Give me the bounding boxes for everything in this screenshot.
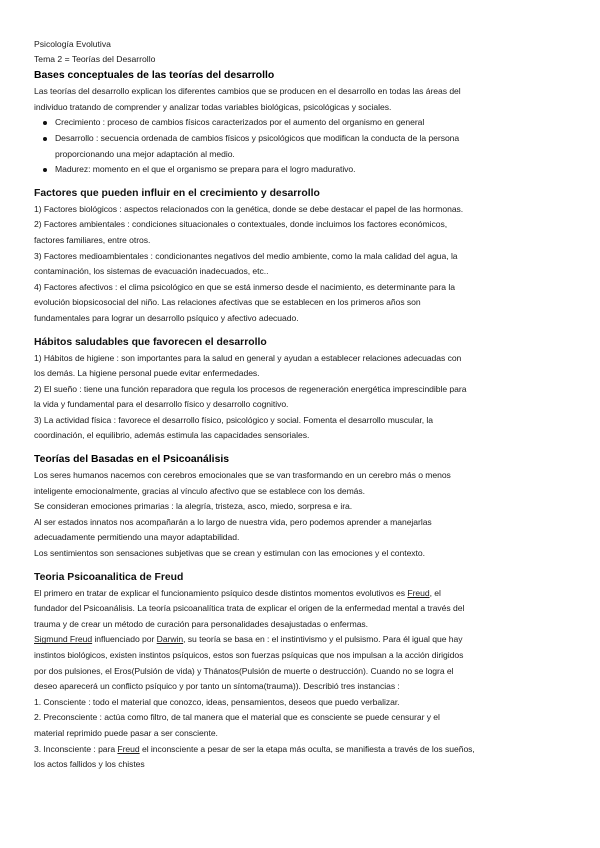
paragraph-line: El primero en tratar de explicar el funcionamiento psíquico desde distintos momentos evolutivos es Freud, el	[34, 587, 441, 598]
paragraph-line: evolución biopsicosocial del niño. Las relaciones afectivas que se establecen en los primeros años son	[34, 297, 421, 308]
list-item: Crecimiento : proceso de cambios físicos caracterizados por el aumento del organismo en general	[34, 115, 576, 131]
paragraph-line: Los sentimientos son sensaciones subjetivas que se crean y estimulan con las emociones y el contexto.	[34, 548, 425, 559]
sigmund-freud-link[interactable]: Sigmund Freud	[34, 634, 93, 645]
section-factores	[34, 186, 576, 327]
section-title-psicoanalisis: Teorías del Basadas en el Psicoanálisis	[34, 454, 230, 466]
paragraph-line: fundador del Psicoanálisis. La teoría psicoanalítica trata de explicar el origen de la enfermedad mental a través del	[34, 603, 465, 614]
definition-list	[34, 115, 576, 177]
bullet-icon	[43, 168, 47, 172]
paragraph-line: 2) El sueño : tiene una función reparadora que regula los procesos de regeneración energética imprescindible para	[34, 383, 467, 394]
paragraph-line: Sigmund Freud influenciado por Darwin, su teoría se basa en : el instintivismo y el pulsismo. Para él igual que hay	[34, 634, 463, 645]
paragraph-line: deseo aparecerá un conflicto psíquico y por tanto un síntoma(trauma)). Describió tres instancias :	[34, 681, 400, 692]
bullet-icon	[43, 121, 47, 125]
darwin-link[interactable]: Darwin	[156, 634, 184, 645]
section-psicoanalisis	[34, 452, 576, 562]
list-item: Madurez: momento en el que el organismo se prepara para el logro madurativo.	[34, 162, 576, 178]
paragraph-line: instintos biológicos, existen instintos psíquicos, estos son fuerzas psíquicas que nos impulsan a la acción dirigidos	[34, 650, 464, 660]
paragraph-line: 1) Hábitos de higiene : son importantes para la salud en general y ayudan a establecer relaciones adecuadas con	[34, 352, 462, 363]
topic-line: Tema 2 = Teorías del Desarrollo	[34, 53, 156, 64]
paragraph-line: 1) Factores biológicos : aspectos relacionados con la genética, donde se debe destacar el papel de las hormonas.	[34, 203, 464, 214]
paragraph-line: 3. Inconsciente : para Freud el inconsciente a pesar de ser la etapa más oculta, se manifiesta a través de los sueños,	[34, 743, 475, 754]
paragraph-line: material reprimido puede pasar a ser consciente.	[34, 727, 218, 738]
paragraph-line: los demás. La higiene personal puede evitar enfermedades.	[34, 368, 260, 379]
paragraph-line: 3) Factores medioambientales : condicionantes negativos del medio ambiente, como la mala calidad del agua, la	[34, 250, 458, 261]
paragraph-line: inteligente emocionalmente, gracias al vínculo afectivo que se establece con los demás.	[34, 485, 366, 496]
section-habitos	[34, 335, 576, 445]
section-bases	[34, 68, 576, 178]
paragraph-line: Las teorías del desarrollo explican los diferentes cambios que se producen en el desarrollo en todas las áreas del	[34, 86, 461, 97]
freud-link[interactable]: Freud	[117, 743, 140, 754]
paragraph-line: adecuadamente permitiendo una mayor adaptabilidad.	[34, 532, 240, 543]
section-title-freud: Teoria Psicoanalitica de Freud	[34, 571, 184, 583]
section-title-factores: Factores que pueden influir en el crecimiento y desarrollo	[34, 187, 320, 199]
list-item-continuation: proporcionando una mejor adaptación al medio.	[55, 148, 235, 159]
section-freud	[34, 570, 576, 773]
paragraph-line: 2) Factores ambientales : condiciones situacionales o contextuales, donde incluimos los factores económicos,	[34, 219, 448, 230]
paragraph-line: coordinación, el equilibrio, además estimula las capacidades sensoriales.	[34, 430, 310, 441]
paragraph-line: la vida y fundamental para el desarrollo físico y desarrollo cognitivo.	[34, 399, 289, 410]
subject-line: Psicología Evolutiva	[34, 39, 111, 49]
paragraph-line: Los seres humanos nacemos con cerebros emocionales que se van trasformando en un cerebro más o menos	[34, 470, 451, 481]
paragraph-line: 1. Consciente : todo el material que conozco, ideas, pensamientos, deseos que puedo verbalizar.	[34, 696, 400, 707]
paragraph-line: Se consideran emociones primarias : la alegría, tristeza, asco, miedo, sorpresa e ira.	[34, 501, 353, 512]
paragraph-line: 3) La actividad física : favorece el desarrollo físico, psicológico y social. Fomenta el desarrollo muscular, la	[34, 414, 433, 425]
freud-link[interactable]: Freud	[407, 587, 430, 598]
paragraph-line: factores familiares, entre otros.	[34, 234, 151, 245]
paragraph-line: 4) Factores afectivos : el clima psicológico en que se está inmerso desde el nacimiento, es determinante para la	[34, 281, 455, 292]
paragraph-line: Al ser estados innatos nos acompañarán a lo largo de nuestra vida, pero podemos aprender a manejarlas	[34, 516, 432, 527]
paragraph-line: 2. Preconsciente : actúa como filtro, de tal manera que el material que es consciente se puede censurar y el	[34, 712, 440, 723]
list-item: Desarrollo : secuencia ordenada de cambios físicos y psicológicos que modifican la conducta de la persona	[34, 131, 576, 147]
paragraph-line: los actos fallidos y los chistes	[34, 759, 145, 770]
paragraph-line: individuo tratando de comprender y analizar todas variables biológicas, psicológicas y sociales.	[34, 101, 392, 112]
section-title-habitos: Hábitos saludables que favorecen el desarrollo	[34, 336, 267, 348]
paragraph-line: por dos pulsiones, el Eros(Pulsión de vida) y Thánatos(Pulsión de muerte o destrucción). Cuando no se logra el	[34, 665, 454, 676]
paragraph-line: fundamentales para lograr un desarrollo psíquico y afectivo adecuado.	[34, 312, 299, 323]
bullet-icon	[43, 137, 47, 141]
section-title-bases: Bases conceptuales de las teorías del desarrollo	[34, 70, 275, 82]
paragraph-line: contaminación, los sistemas de evacuación inadecuados, etc..	[34, 266, 269, 277]
paragraph-line: trauma y de crear un método de curación para personalidades desajustadas o enfermas.	[34, 618, 369, 629]
